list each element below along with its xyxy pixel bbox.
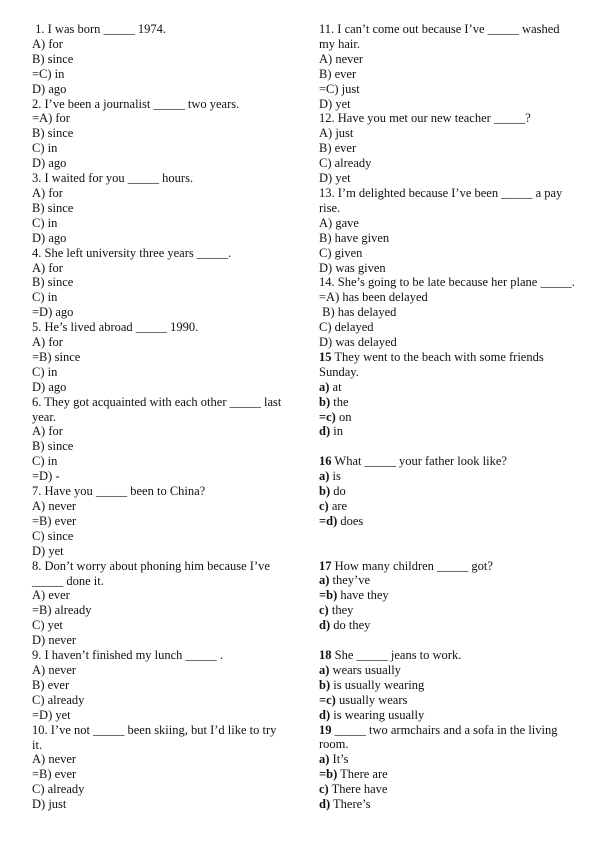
line-text: How many children _____ got? <box>331 558 493 573</box>
right-line <box>319 156 577 171</box>
right-line <box>319 82 577 97</box>
bold-label: 19 <box>319 722 332 737</box>
line-text: A) just <box>319 126 354 141</box>
line-text: =B) ever <box>32 513 77 528</box>
line-text: A) never <box>32 499 77 513</box>
line-text: they <box>328 603 354 618</box>
line-text: =B) ever <box>32 767 77 782</box>
left-line <box>32 275 284 290</box>
bold-label: 18 <box>319 648 332 662</box>
left-line <box>32 529 284 544</box>
line-text: C) delayed <box>319 320 374 335</box>
left-line <box>32 559 284 589</box>
right-line <box>319 111 577 126</box>
right-line <box>319 171 577 186</box>
line-text: 8. Don’t worry about phoning him because I’ve _____ done it. <box>32 558 274 588</box>
line-text: C) given <box>319 245 363 260</box>
line-text: they’ve <box>329 573 371 588</box>
line-text: B) since <box>32 51 74 66</box>
right-line <box>319 588 577 603</box>
left-line <box>32 633 284 648</box>
left-line <box>32 395 284 425</box>
right-line <box>319 141 577 156</box>
line-text: have they <box>337 588 389 603</box>
left-line <box>32 663 284 678</box>
right-line <box>319 52 577 67</box>
bold-label: d) <box>319 618 331 633</box>
line-text: are <box>328 498 348 513</box>
line-text: B) ever <box>32 677 70 692</box>
right-line <box>319 454 577 469</box>
line-text: D) yet <box>319 171 351 186</box>
line-text: in <box>330 424 343 439</box>
left-line <box>32 52 284 67</box>
line-text: They went to the beach with some friends Sunday. <box>319 349 547 379</box>
line-text: =D) - <box>32 469 60 484</box>
left-line <box>32 767 284 782</box>
line-text: B) have given <box>319 230 390 245</box>
line-text: do they <box>330 618 371 633</box>
line-text: =B) already <box>32 603 92 618</box>
right-line <box>319 261 577 276</box>
bold-label: a) <box>319 379 330 394</box>
bold-label: a) <box>319 573 330 588</box>
line-text: usually wears <box>335 692 408 707</box>
line-text: C) already <box>32 782 85 797</box>
blank-line <box>319 529 577 544</box>
right-line <box>319 350 577 380</box>
left-line <box>32 246 284 261</box>
right-line <box>319 663 577 678</box>
line-text: A) never <box>32 662 77 677</box>
bold-label: 17 <box>319 558 332 573</box>
right-line <box>319 335 577 350</box>
right-line <box>319 618 577 633</box>
right-line <box>319 67 577 82</box>
right-line <box>319 469 577 484</box>
line-text: D) ago <box>32 81 67 96</box>
line-text: D) ago <box>32 379 67 394</box>
right-line <box>319 410 577 425</box>
bold-label: c) <box>319 782 329 797</box>
right-line <box>319 290 577 305</box>
left-line <box>32 320 284 335</box>
line-text: C) since <box>32 528 74 543</box>
right-line <box>319 231 577 246</box>
bold-label: =d) <box>319 513 338 528</box>
line-text: A) for <box>32 335 63 350</box>
left-line <box>32 693 284 708</box>
left-line <box>32 469 284 484</box>
right-line <box>319 797 577 812</box>
bold-label: =b) <box>319 767 338 782</box>
line-text: D) never <box>32 633 77 648</box>
right-line <box>319 216 577 231</box>
line-text: 2. I’ve been a journalist _____ two years. <box>32 96 240 111</box>
line-text: C) in <box>32 364 58 379</box>
left-line <box>32 231 284 246</box>
left-line <box>32 67 284 82</box>
left-line <box>32 82 284 97</box>
left-line <box>32 648 284 663</box>
line-text: 3. I waited for you _____ hours. <box>32 171 194 186</box>
line-text: =C) just <box>319 81 360 96</box>
line-text: 6. They got acquainted with each other _____ last year. <box>32 394 285 424</box>
bold-label: 16 <box>319 454 332 469</box>
line-text: B) has delayed <box>319 305 397 320</box>
line-text: 12. Have you met our new teacher _____? <box>319 111 531 126</box>
line-text: 13. I’m delighted because I’ve been _____ a pay rise. <box>319 185 566 215</box>
left-line <box>32 141 284 156</box>
line-text: 1. I was born _____ 1974. <box>32 22 167 36</box>
line-text: D) yet <box>319 96 351 111</box>
blank-line <box>319 439 577 454</box>
line-text: _____ two armchairs and a sofa in the living room. <box>319 722 561 752</box>
left-line <box>32 22 284 37</box>
left-line <box>32 723 284 753</box>
left-line <box>32 186 284 201</box>
bold-label: b) <box>319 677 331 692</box>
right-column <box>319 22 577 812</box>
left-line <box>32 111 284 126</box>
left-line <box>32 797 284 812</box>
bold-label: b) <box>319 394 331 409</box>
right-line <box>319 723 577 753</box>
left-line <box>32 261 284 276</box>
left-line <box>32 499 284 514</box>
right-line <box>319 499 577 514</box>
line-text: C) in <box>32 454 58 469</box>
line-text: There have <box>328 782 388 797</box>
right-line <box>319 648 577 663</box>
bold-label: a) <box>319 752 330 767</box>
right-line <box>319 603 577 618</box>
left-line <box>32 305 284 320</box>
line-text: She _____ jeans to work. <box>331 648 462 662</box>
left-line <box>32 290 284 305</box>
line-text: 5. He’s lived abroad _____ 1990. <box>32 320 199 335</box>
line-text: do <box>330 484 346 499</box>
bold-label: b) <box>319 484 331 499</box>
left-line <box>32 335 284 350</box>
line-text: There are <box>337 767 388 782</box>
left-line <box>32 603 284 618</box>
right-line <box>319 395 577 410</box>
line-text: =D) yet <box>32 707 71 722</box>
right-line <box>319 246 577 261</box>
left-line <box>32 201 284 216</box>
line-text: A) never <box>319 51 364 66</box>
line-text: =A) for <box>32 111 70 126</box>
line-text: D) just <box>32 797 67 812</box>
blank-line <box>319 544 577 559</box>
right-line <box>319 484 577 499</box>
line-text: C) in <box>32 141 58 156</box>
right-line <box>319 380 577 395</box>
line-text: B) ever <box>319 66 357 81</box>
right-line <box>319 708 577 723</box>
right-line <box>319 782 577 797</box>
left-line <box>32 708 284 723</box>
line-text: D) ago <box>32 156 67 171</box>
line-text: does <box>337 513 364 528</box>
line-text: A) gave <box>319 215 359 230</box>
left-line <box>32 588 284 603</box>
right-line <box>319 320 577 335</box>
right-line <box>319 767 577 782</box>
right-line <box>319 22 577 52</box>
bold-label: d) <box>319 797 331 812</box>
line-text: is wearing usually <box>330 707 425 722</box>
line-text: D) yet <box>32 543 64 558</box>
line-text: A) for <box>32 185 63 200</box>
line-text: D) was delayed <box>319 335 397 350</box>
line-text: wears usually <box>329 662 401 677</box>
bold-label: d) <box>319 424 331 439</box>
left-line <box>32 97 284 112</box>
right-line <box>319 573 577 588</box>
bold-label: c) <box>319 498 329 513</box>
line-text: on <box>335 409 352 424</box>
left-line <box>32 544 284 559</box>
bold-label: a) <box>319 469 330 484</box>
line-text: 11. I can’t come out because I’ve _____ washed my hair. <box>319 22 563 51</box>
line-text: C) already <box>32 692 85 707</box>
line-text: D) ago <box>32 230 67 245</box>
right-line <box>319 305 577 320</box>
line-text: 10. I’ve not _____ been skiing, but I’d like to try it. <box>32 722 280 752</box>
left-line <box>32 380 284 395</box>
line-text: C) in <box>32 290 58 305</box>
right-line <box>319 752 577 767</box>
line-text: =B) since <box>32 349 81 364</box>
line-text: B) ever <box>319 141 357 156</box>
line-text: C) yet <box>32 618 63 633</box>
line-text: 7. Have you _____ been to China? <box>32 484 206 499</box>
left-line <box>32 678 284 693</box>
left-line <box>32 424 284 439</box>
bold-label: d) <box>319 707 331 722</box>
left-line <box>32 216 284 231</box>
line-text: B) since <box>32 439 74 454</box>
line-text: It’s <box>329 752 349 767</box>
line-text: A) ever <box>32 588 70 603</box>
line-text: A) never <box>32 752 77 767</box>
bold-label: =c) <box>319 409 336 424</box>
left-line <box>32 782 284 797</box>
bold-label: =b) <box>319 588 338 603</box>
left-line <box>32 439 284 454</box>
left-line <box>32 752 284 767</box>
left-line <box>32 350 284 365</box>
right-line <box>319 186 577 216</box>
left-line <box>32 618 284 633</box>
line-text: B) since <box>32 200 74 215</box>
left-line <box>32 365 284 380</box>
line-text: There’s <box>330 797 371 812</box>
right-line <box>319 678 577 693</box>
bold-label: =c) <box>319 692 336 707</box>
right-line <box>319 97 577 112</box>
left-line <box>32 171 284 186</box>
left-line <box>32 37 284 52</box>
line-text: 4. She left university three years _____. <box>32 245 232 260</box>
line-text: 9. I haven’t finished my lunch _____ . <box>32 648 224 663</box>
line-text: C) already <box>319 156 372 171</box>
left-column <box>32 22 284 812</box>
right-line <box>319 514 577 529</box>
left-line <box>32 484 284 499</box>
left-line <box>32 454 284 469</box>
right-line <box>319 126 577 141</box>
line-text: the <box>330 394 349 409</box>
line-text: D) was given <box>319 260 386 275</box>
line-text: A) for <box>32 36 63 51</box>
line-text: A) for <box>32 424 63 439</box>
line-text: B) since <box>32 275 74 290</box>
line-text: is usually wearing <box>330 677 425 692</box>
left-line <box>32 514 284 529</box>
right-line <box>319 693 577 708</box>
line-text: C) in <box>32 215 58 230</box>
left-line <box>32 126 284 141</box>
line-text: =C) in <box>32 66 65 81</box>
blank-line <box>319 633 577 648</box>
line-text: at <box>329 379 342 394</box>
right-line <box>319 424 577 439</box>
bold-label: 15 <box>319 349 332 364</box>
line-text: B) since <box>32 126 74 141</box>
bold-label: a) <box>319 662 330 677</box>
line-text: 14. She’s going to be late because her plane _____. <box>319 275 575 290</box>
left-line <box>32 156 284 171</box>
line-text: is <box>329 469 341 484</box>
line-text: =A) has been delayed <box>319 290 428 305</box>
right-line <box>319 275 577 290</box>
right-line <box>319 559 577 574</box>
line-text: What _____ your father look like? <box>331 454 507 469</box>
line-text: =D) ago <box>32 305 74 320</box>
line-text: A) for <box>32 260 63 275</box>
bold-label: c) <box>319 603 329 618</box>
